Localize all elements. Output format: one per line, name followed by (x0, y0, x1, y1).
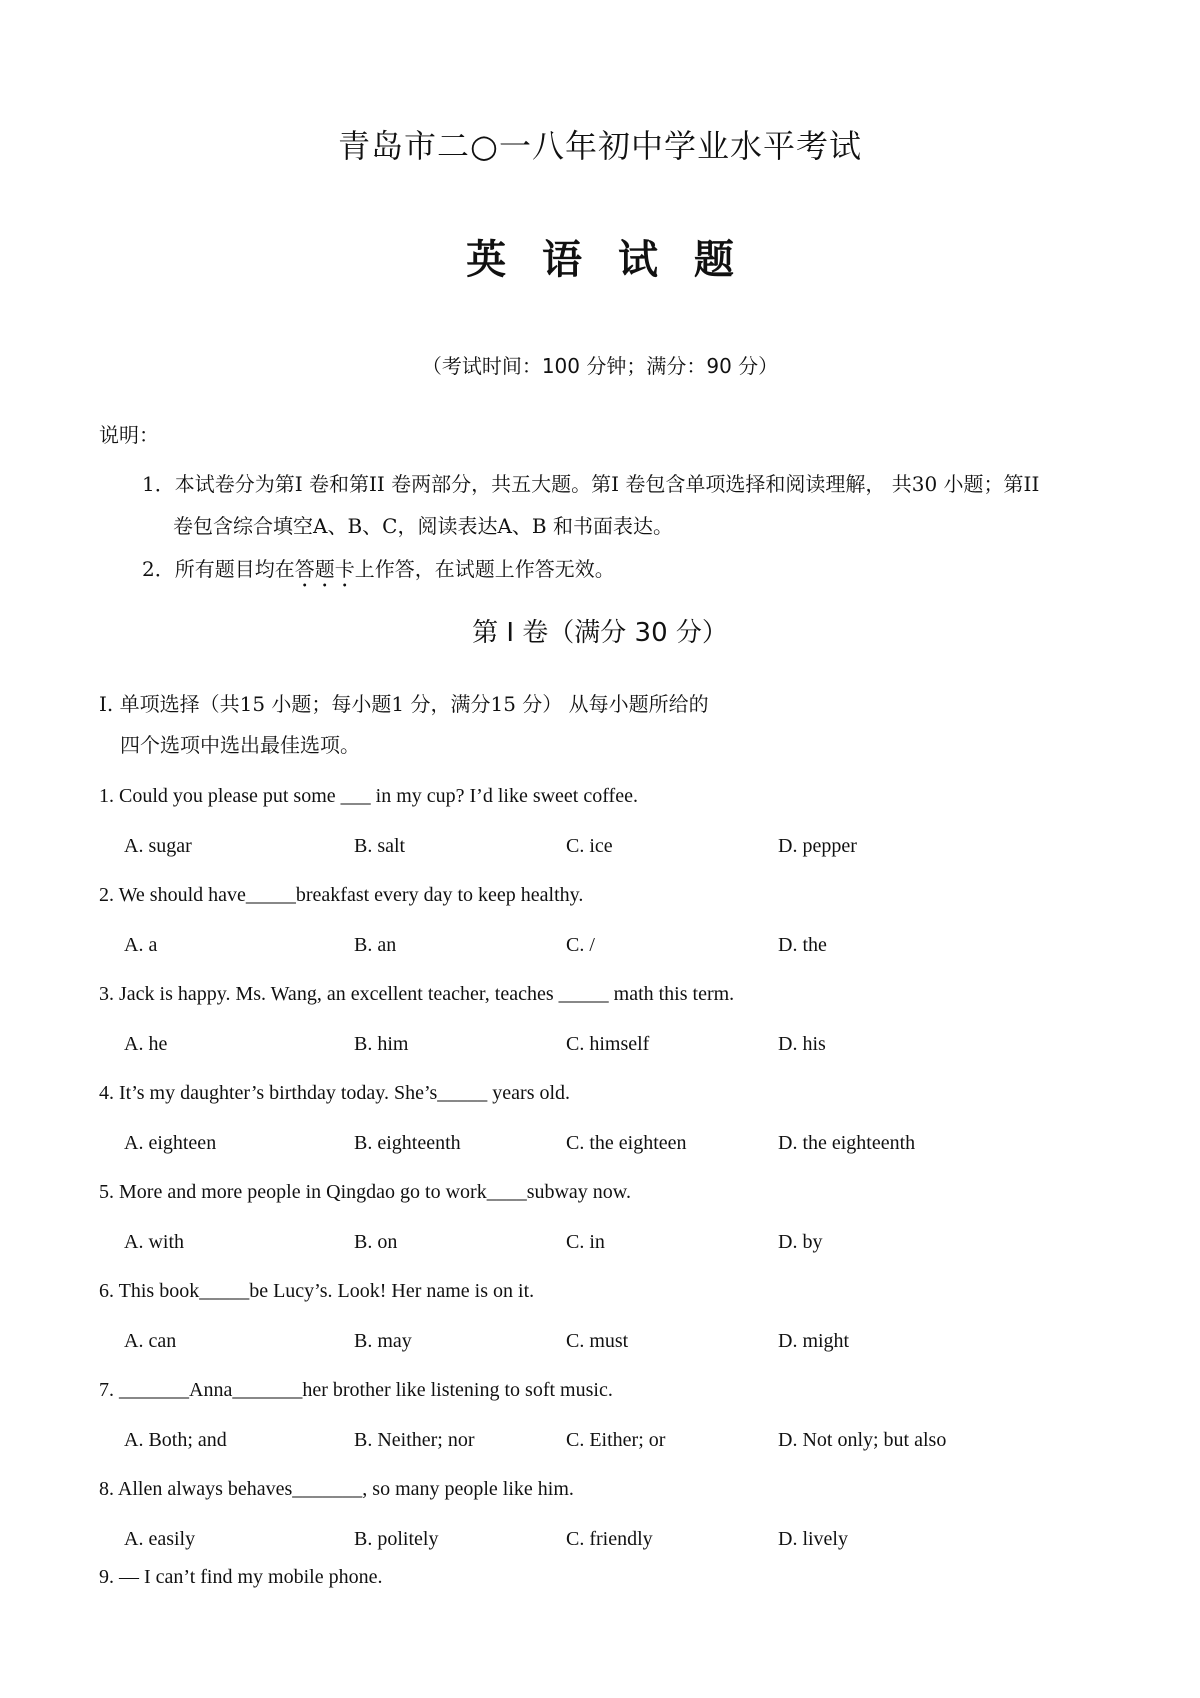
option-c: C. Either; or (566, 1429, 666, 1451)
option-a: A. sugar (124, 835, 192, 857)
option-b: B. him (354, 1033, 409, 1055)
option-b: B. salt (354, 835, 406, 857)
option-a: A. a (124, 934, 158, 956)
question-stem: 5. More and more people in Qingdao go to work____subway now. (99, 1181, 631, 1203)
question-stem: 3. Jack is happy. Ms. Wang, an excellent teacher, teaches _____ math this term. (99, 983, 735, 1005)
instructions-label: 说明： (99, 423, 159, 447)
exam-info: （考试时间：100 分钟；满分：90 分） (421, 354, 779, 378)
question-stem: 7. _______Anna_______her brother like listening to soft music. (99, 1379, 613, 1401)
instruction-item-2 (142, 557, 615, 592)
instruction-item-2-suffix: 上作答，在试题上作答无效。 (354, 557, 615, 581)
subject-title: 英 语 试 题 (466, 237, 734, 283)
option-c: C. / (566, 934, 595, 956)
instruction-item-1-line-2: 卷包含综合填空A、B、C，阅读表达A、B 和书面表达。 (173, 514, 673, 538)
option-d: D. pepper (778, 835, 857, 857)
option-d: D. lively (778, 1528, 848, 1550)
option-b: B. may (354, 1330, 412, 1352)
option-d: D. might (778, 1330, 850, 1352)
question-stem: 4. It’s my daughter’s birthday today. She’s_____ years old. (99, 1082, 571, 1104)
option-a: A. Both; and (124, 1429, 227, 1451)
option-b: B. an (354, 934, 397, 956)
part-heading-line-1: I. 单项选择（共15 小题；每小题1 分，满分15 分） 从每小题所给的 (99, 692, 709, 716)
exam-title: 青岛市二○一八年初中学业水平考试 (338, 127, 862, 165)
option-c: C. must (566, 1330, 629, 1352)
option-c: C. the eighteen (566, 1132, 687, 1154)
option-c: C. in (566, 1231, 605, 1253)
question-stem: 6. This book_____be Lucy’s. Look! Her name is on it. (99, 1280, 535, 1302)
section-title: 第 I 卷（满分 30 分） (472, 618, 728, 648)
option-c: C. ice (566, 835, 613, 857)
option-a: A. can (124, 1330, 177, 1352)
instruction-item-1-line-1: 1．本试卷分为第I 卷和第II 卷两部分，共五大题。第I 卷包含单项选择和阅读理解， 共30 小题；第II (142, 472, 1040, 496)
option-b: B. Neither; nor (354, 1429, 475, 1451)
option-b: B. eighteenth (354, 1132, 461, 1154)
option-d: D. Not only; but also (778, 1429, 947, 1451)
option-d: D. his (778, 1033, 826, 1055)
option-d: D. the eighteenth (778, 1132, 916, 1154)
question-stem: 8. Allen always behaves_______, so many people like him. (99, 1478, 574, 1500)
option-b: B. on (354, 1231, 398, 1253)
option-a: A. eighteen (124, 1132, 217, 1154)
question-stem: 2. We should have_____breakfast every day to keep healthy. (99, 884, 584, 906)
option-d: D. by (778, 1231, 823, 1253)
option-d: D. the (778, 934, 827, 956)
part-heading-line-2: 四个选项中选出最佳选项。 (120, 733, 360, 757)
option-a: A. with (124, 1231, 184, 1253)
question-stem: 1. Could you please put some ___ in my cup? I’d like sweet coffee. (99, 785, 638, 807)
option-a: A. easily (124, 1528, 196, 1550)
option-c: C. friendly (566, 1528, 653, 1550)
option-a: A. he (124, 1033, 168, 1055)
option-b: B. politely (354, 1528, 439, 1550)
instruction-item-2-prefix: 2．所有题目均在 (142, 557, 295, 581)
question-stem: 9. — I can’t find my mobile phone. (99, 1566, 383, 1588)
option-c: C. himself (566, 1033, 650, 1055)
answer-sheet-emphasis: 答题卡 (294, 557, 355, 581)
